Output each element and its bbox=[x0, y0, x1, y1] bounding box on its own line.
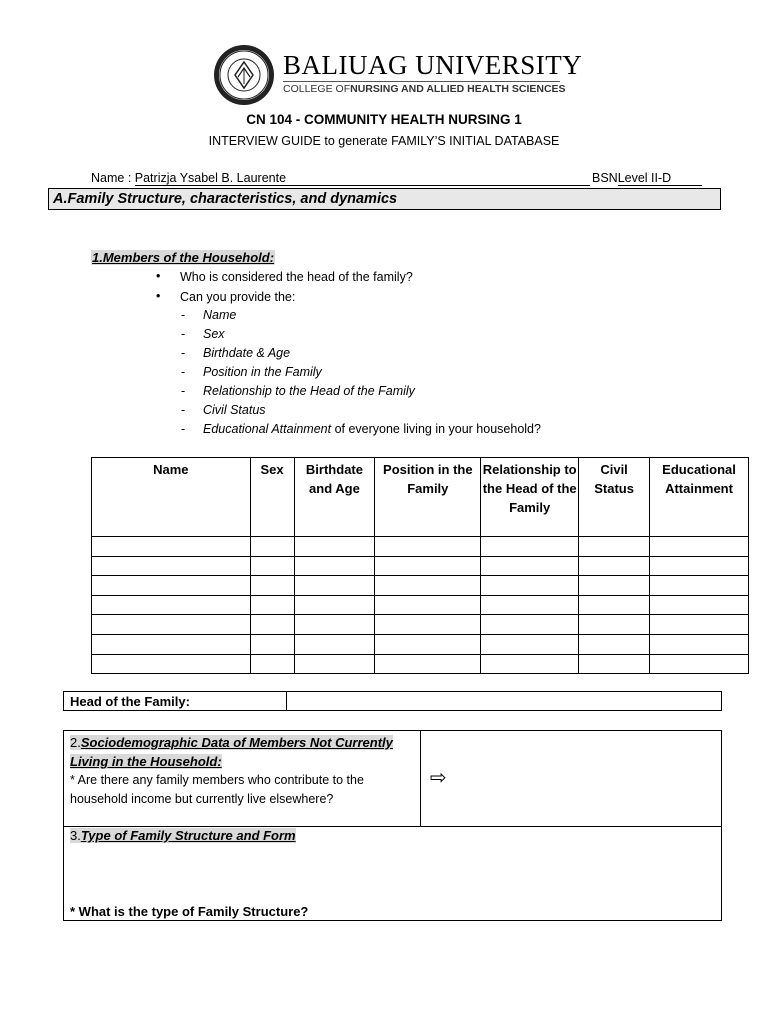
table-cell[interactable] bbox=[579, 537, 650, 557]
right-arrow-icon: ⇨ bbox=[430, 767, 447, 789]
table-cell[interactable] bbox=[481, 654, 579, 674]
column-header-relationship: Relationship to the Head of the Family bbox=[481, 458, 579, 537]
table-cell[interactable] bbox=[579, 556, 650, 576]
section-2-question: * Are there any family members who contribute to the household income but currently live elsewhere? bbox=[70, 773, 364, 806]
sub-list-text: Position in the Family bbox=[203, 365, 322, 379]
section-2-title bbox=[70, 733, 400, 771]
table-cell[interactable] bbox=[579, 634, 650, 654]
table-cell[interactable] bbox=[92, 654, 251, 674]
college-prefix: COLLEGE OF bbox=[283, 83, 351, 95]
table-cell[interactable] bbox=[579, 595, 650, 615]
table-cell[interactable] bbox=[650, 654, 749, 674]
cell-divider bbox=[286, 692, 287, 710]
column-header-position: Position in the Family bbox=[375, 458, 481, 537]
dash-icon: - bbox=[181, 346, 186, 360]
table-row bbox=[92, 634, 749, 654]
table-cell[interactable] bbox=[92, 595, 251, 615]
dash-icon: - bbox=[181, 327, 186, 341]
name-label: Name : bbox=[91, 171, 135, 185]
table-cell[interactable] bbox=[250, 634, 294, 654]
table-cell[interactable] bbox=[250, 595, 294, 615]
cell-divider bbox=[420, 731, 421, 827]
table-cell[interactable] bbox=[650, 634, 749, 654]
table-cell[interactable] bbox=[650, 576, 749, 596]
sub-list-text: Sex bbox=[203, 327, 225, 341]
bullet-icon: • bbox=[156, 289, 161, 303]
table-cell[interactable] bbox=[294, 615, 375, 635]
table-cell[interactable] bbox=[375, 595, 481, 615]
student-name-field[interactable]: Patrizja Ysabel B. Laurente bbox=[135, 171, 590, 186]
college-title: NURSING AND ALLIED HEALTH SCIENCES bbox=[350, 83, 566, 95]
head-of-family-label: Head of the Family: bbox=[70, 694, 190, 709]
table-cell[interactable] bbox=[579, 654, 650, 674]
table-cell[interactable] bbox=[481, 576, 579, 596]
table-cell[interactable] bbox=[294, 556, 375, 576]
bullet-text: Can you provide the: bbox=[180, 290, 296, 304]
table-cell[interactable] bbox=[481, 634, 579, 654]
column-header-sex: Sex bbox=[250, 458, 294, 537]
table-cell[interactable] bbox=[375, 556, 481, 576]
sub-list-text: Birthdate & Age bbox=[203, 346, 291, 360]
dash-icon: - bbox=[181, 365, 186, 379]
table-row bbox=[92, 595, 749, 615]
section-3-number: 3. bbox=[70, 828, 81, 843]
table-cell[interactable] bbox=[294, 576, 375, 596]
table-cell[interactable] bbox=[92, 634, 251, 654]
dash-icon: - bbox=[181, 308, 186, 322]
sub-list-text: Civil Status bbox=[203, 403, 266, 417]
college-name bbox=[283, 83, 566, 95]
table-cell[interactable] bbox=[650, 595, 749, 615]
section-3-question: * What is the type of Family Structure? bbox=[70, 904, 309, 919]
table-cell[interactable] bbox=[92, 576, 251, 596]
student-level-field[interactable]: Level II-D bbox=[618, 171, 702, 186]
table-cell[interactable] bbox=[375, 576, 481, 596]
table-header-row bbox=[92, 458, 749, 537]
dash-icon: - bbox=[181, 384, 186, 398]
university-seal-logo bbox=[213, 44, 275, 106]
column-header-name: Name bbox=[92, 458, 251, 537]
table-row bbox=[92, 537, 749, 557]
table-cell[interactable] bbox=[250, 556, 294, 576]
column-header-education: Educational Attainment bbox=[650, 458, 749, 537]
table-cell[interactable] bbox=[375, 615, 481, 635]
table-row bbox=[92, 654, 749, 674]
table-cell[interactable] bbox=[481, 615, 579, 635]
table-row bbox=[92, 615, 749, 635]
table-row bbox=[92, 576, 749, 596]
table-cell[interactable] bbox=[92, 556, 251, 576]
table-cell[interactable] bbox=[250, 654, 294, 674]
table-row bbox=[92, 556, 749, 576]
section-2-title-text: Sociodemographic Data of Members Not Currently Living in the Household: bbox=[70, 735, 393, 769]
sub-list-suffix: of everyone living in your household? bbox=[331, 422, 541, 436]
section-1-title: 1.Members of the Household: bbox=[92, 250, 275, 265]
course-title: CN 104 - COMMUNITY HEALTH NURSING 1 bbox=[246, 112, 522, 127]
header-divider bbox=[283, 81, 560, 82]
dash-icon: - bbox=[181, 422, 186, 436]
table-cell[interactable] bbox=[375, 654, 481, 674]
section-2-number: 2. bbox=[70, 735, 81, 750]
section-3-title-text: Type of Family Structure and Form bbox=[80, 828, 296, 843]
table-cell[interactable] bbox=[650, 615, 749, 635]
sections-2-3-box bbox=[63, 730, 722, 921]
column-header-birthdate-age: Birthdate and Age bbox=[294, 458, 375, 537]
table-cell[interactable] bbox=[481, 556, 579, 576]
student-name-row bbox=[91, 171, 590, 186]
document-subtitle: INTERVIEW GUIDE to generate FAMILY’S INITIAL DATABASE bbox=[208, 134, 560, 148]
table-cell[interactable] bbox=[250, 576, 294, 596]
table-cell[interactable] bbox=[579, 576, 650, 596]
table-cell[interactable] bbox=[250, 615, 294, 635]
table-cell[interactable] bbox=[481, 537, 579, 557]
table-cell[interactable] bbox=[579, 615, 650, 635]
table-cell[interactable] bbox=[92, 537, 251, 557]
household-members-table bbox=[91, 457, 749, 674]
head-of-family-box bbox=[63, 691, 722, 711]
table-cell[interactable] bbox=[294, 595, 375, 615]
sub-list-text: Name bbox=[203, 308, 237, 322]
column-header-civil-status: Civil Status bbox=[579, 458, 650, 537]
table-cell[interactable] bbox=[375, 537, 481, 557]
student-level-row bbox=[592, 171, 702, 186]
bullet-icon: • bbox=[156, 269, 161, 283]
sub-list-text: Educational Attainment bbox=[203, 422, 332, 436]
table-cell[interactable] bbox=[294, 634, 375, 654]
table-cell[interactable] bbox=[92, 615, 251, 635]
table-cell[interactable] bbox=[375, 634, 481, 654]
university-name: BALIUAG UNIVERSITY bbox=[283, 50, 583, 80]
dash-icon: - bbox=[181, 403, 186, 417]
section-a-header bbox=[48, 188, 721, 210]
table-cell[interactable] bbox=[250, 537, 294, 557]
section-a-title: A.Family Structure, characteristics, and dynamics bbox=[53, 191, 398, 207]
bullet-text: Who is considered the head of the family? bbox=[180, 270, 413, 284]
row-divider bbox=[64, 826, 721, 827]
table-cell[interactable] bbox=[294, 537, 375, 557]
level-label: BSN bbox=[592, 171, 618, 185]
table-cell[interactable] bbox=[650, 537, 749, 557]
sub-list-text: Relationship to the Head of the Family bbox=[203, 384, 415, 398]
table-cell[interactable] bbox=[650, 556, 749, 576]
table-cell[interactable] bbox=[481, 595, 579, 615]
section-3-title bbox=[70, 828, 296, 843]
table-cell[interactable] bbox=[294, 654, 375, 674]
